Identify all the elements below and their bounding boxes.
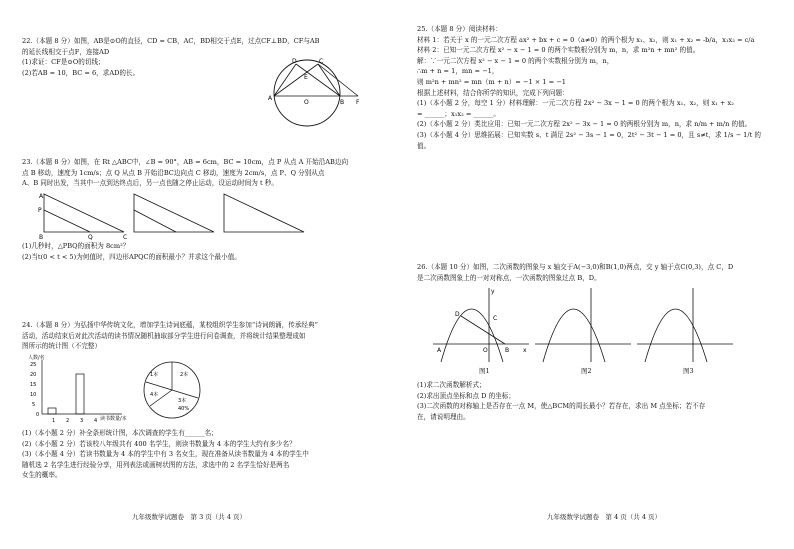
q22-line: 22.（本题 8 分）如图，AB是⊙O的直径，CD = CB，AC，BD相交于点E，过点CF⊥BD，CF与AB [22, 37, 320, 45]
bar-chart-ylabel: 人数/名 [28, 355, 45, 361]
question-23 [22, 157, 348, 189]
q25-line: 解：∵一元二次方程 x² − x − 1 = 0 的两个实数根分别为 m，n， [417, 56, 614, 65]
fig-label-D: D [292, 58, 297, 65]
question-26-parts [417, 380, 705, 422]
q24-line: (3)（本小题 4 分）若读书数量为 4 本的学生中有 3 名女生，现在准备从读书数量为 4 本的学生中 [22, 450, 309, 459]
bar [76, 374, 84, 414]
pie-label: 4本 [150, 392, 159, 398]
question-23-parts [22, 241, 241, 262]
xtick: 2 [66, 418, 70, 424]
ytick: 10 [30, 392, 37, 398]
q22-line: 的延长线相交于点F，连接AD [22, 47, 110, 56]
q25-line: (3)（本小题 4 分）思维拓展：已知实数 s、t 满足 2s² − 3s − 1 = 0，2t² − 3t − 1 = 0，且 s≠t，求 1/s − 1/t 的 [417, 130, 761, 139]
pie-label: 1本 [150, 372, 159, 378]
pie-label: 3本 [178, 398, 187, 404]
fig-label-P: P [38, 207, 42, 214]
q24-statistics-charts [22, 352, 222, 432]
q26-line: 26.（本题 10 分）如图，二次函数的图象与 x 轴交于A(−3,0)和B(1,0)两点，交 y 轴于点C(0,3)，点 C，D [417, 263, 734, 271]
page-4 [397, 0, 794, 549]
question-24 [22, 320, 318, 352]
q23-line: 23.（本题 8 分）如图，在 Rt △ABC中，∠B = 90°，AB = 6cm，BC = 10cm，点 P 从点 A 开始沿AB边向 [22, 158, 349, 166]
fig-label-Q: Q [88, 234, 93, 240]
page-footer-4: 九年级数学试题卷 第 4 页（共 4 页） [547, 513, 662, 521]
q26-line: (2)求出顶点坐标和点 D 的坐标； [417, 391, 515, 400]
q25-line: ∴m + n = 1，mn = −1， [417, 67, 499, 76]
fig-label-C: C [123, 234, 128, 240]
q25-line: (1)（本小题 2 分，每空 1 分）材料理解：一元二次方程 2x² − 3x − 1 = 0 的两个根为 x₁、x₂，则 x₁ + x₂ [417, 99, 734, 108]
q24-line: 图所示的统计图（不完整） [22, 342, 102, 351]
q25-line: 值。 [417, 141, 431, 150]
q22-circle-figure [268, 56, 364, 136]
q24-line: 随机选 2 名学生进行经验分享，用列表法或画树状图的方法，求选中的 2 名学生恰好是两名 [22, 460, 290, 469]
fig-label-A: A [268, 95, 273, 102]
fig-label-E: E [304, 74, 308, 81]
figure-caption-3: 图3 [683, 367, 694, 375]
question-25 [417, 24, 761, 151]
fig-label-B: B [505, 347, 510, 354]
fig-label-x: x [523, 347, 527, 354]
question-24-parts [22, 428, 309, 481]
fig-label-O: O [483, 347, 488, 354]
fig-label-A: A [437, 347, 442, 354]
q24-line: 女生的概率。 [22, 471, 62, 480]
ytick: 15 [30, 382, 37, 388]
fig-label-C: C [493, 315, 498, 322]
fig-label-B: B [39, 234, 44, 240]
fig-label-O: O [304, 99, 309, 106]
q24-line: (1)（本小题 2 分）补全条形统计图，本次调查的学生有______名； [22, 429, 218, 437]
q23-line: (1)几秒时，△PBQ的面积为 8cm²？ [22, 242, 130, 250]
q26-parabola-figures [431, 286, 741, 366]
q25-line: 材料 1：若关于 x 的一元二次方程 ax² + bx + c = 0（a≠0）的两个根为 x₁、x₂，则 x₁ + x₂ = -b/a，x₁x₂ = c/a [417, 35, 755, 44]
q24-line: 活动，活动结束后对此次活动的读书情况随机抽取部分学生进行问卷调查，并将统计结果整理成如 [22, 331, 306, 340]
fig-label-F: F [356, 99, 360, 106]
q23-line: 点 B 移动，速度为 1cm/s；点 Q 从点 B 开始沿BC边向点 C 移动，速度为 2cm/s，点 P、Q 分别从点 [22, 168, 325, 177]
q23-line: (2)当t(0 < t < 5)为何值时，四边形APQC的面积最小？并求这个最小值。 [22, 252, 241, 261]
figure-caption-2: 图2 [581, 367, 592, 375]
fig-label-D: D [455, 311, 460, 318]
ytick: 5 [32, 402, 36, 408]
q22-line: (1)求证：CF是⊙O的切线； [22, 58, 105, 67]
bar [48, 408, 56, 414]
q26-line: 在，请说明理由。 [417, 412, 470, 421]
ytick: 25 [30, 362, 37, 368]
q26-line: (3)二次函数的对称轴上是否存在一点 M，使△BCM的周长最小？若存在，求出 M 点坐标；若不存 [417, 402, 706, 411]
question-26 [417, 262, 733, 283]
q26-line: 是二次函数图象上的一对对称点，一次函数的图象过点 B，D。 [417, 273, 601, 282]
xtick: 1 [52, 418, 56, 424]
pie-label: 2本 [180, 372, 189, 378]
q24-line: 24.（本题 8 分）为弘扬中华传统文化，增加学生诗词底蕴，某校组织学生参加“诗词朗诵，传承经典” [22, 321, 318, 329]
q25-line: 根据上述材料，结合你所学的知识，完成下列问题： [417, 88, 569, 97]
ytick: 20 [30, 372, 37, 378]
q25-line: = ______；x₁x₂ = ______。 [417, 109, 500, 118]
q25-line: (2)（本小题 2 分）类比应用：已知一元二次方程 2x² − 3x − 1 = 0 的两根分别为 m，n，求 n/m + m/n 的值。 [417, 120, 752, 129]
fig-label-y: y [491, 288, 495, 295]
page-footer-3: 九年级数学试题卷 第 3 页（共 4 页） [132, 513, 247, 521]
q25-line: 则 m²n + mn² = mn（m + n）= −1 × 1 = −1 [417, 77, 566, 86]
q22-line: (2)若AB = 10，BC = 6，求AD的长。 [22, 68, 140, 77]
q25-line: 25.（本题 8 分）阅读材料： [417, 25, 502, 33]
fig-label-C: C [319, 58, 324, 65]
pie-label: 40% [178, 406, 190, 412]
q25-line: 材料 2：已知一元二次方程 x² − x − 1 = 0 的两个实数根分别为 m，n，求 m²n + mn² 的值。 [417, 46, 700, 55]
q23-triangle-figures [38, 190, 308, 240]
ytick: 0 [36, 412, 40, 418]
fig-label-A: A [39, 193, 44, 200]
q26-line: (1)求二次函数解析式； [417, 381, 486, 389]
xtick: 3 [80, 418, 84, 424]
bar-chart-xlabel: 读书数量/本 [100, 416, 127, 422]
q23-line: A、B 同时出发，当其中一点到达终点后，另一点也随之停止运动，设运动时间为 t 秒。 [22, 179, 278, 188]
xtick: 4 [94, 418, 98, 424]
figure-caption-1: 图1 [479, 367, 490, 375]
q24-line: (2)（本小题 2 分）若该校八年级共有 400 名学生，则读书数量为 4 本的学生大约有多少名？ [22, 439, 296, 448]
fig-label-B: B [340, 99, 345, 106]
